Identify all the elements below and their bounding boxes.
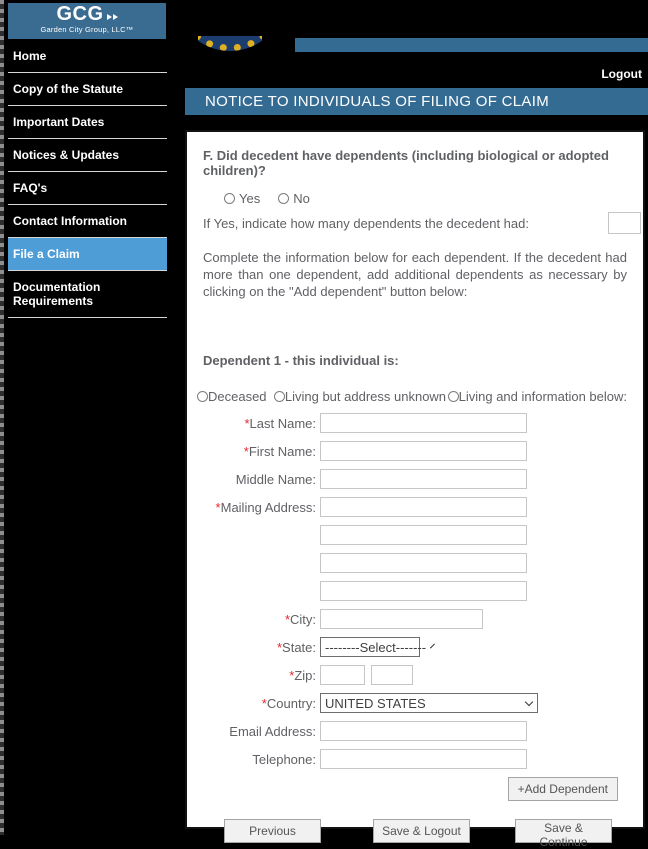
mailing-address-line-3-input[interactable] [320,553,527,573]
dependent-status-group [197,389,627,403]
mailing-address-row [203,497,627,517]
required-asterisk: * [215,499,221,515]
middle-name-label: Middle Name: [235,471,316,487]
middle-name-input[interactable] [320,469,527,489]
mailing-address-line-3-row [203,553,627,573]
mailing-address-line-2-input[interactable] [320,525,527,545]
telephone-row [203,749,627,769]
deceased-radio[interactable] [197,391,208,402]
sidebar-item-copy-of-the-statute[interactable]: Copy of the Statute [8,73,167,106]
zip-input-1[interactable] [320,665,365,685]
city-label: *City: [284,611,316,627]
middle-name-row [203,469,627,489]
yes-radio-label: Yes [239,190,261,206]
country-row [203,693,627,713]
dependent-fields [203,413,627,769]
dependents-yes-no-group [224,191,627,205]
city-input[interactable] [320,609,483,629]
required-asterisk: * [244,415,250,431]
instructions-text: Complete the information below for each dependent. If the decedent had more than one dependent, add additional dependents as necessary by clicking on the "Add dependent" button below: [203,250,627,299]
add-dependent-button[interactable]: +Add Dependent [508,777,618,801]
sidebar-item-contact-information[interactable]: Contact Information [8,205,167,238]
first-name-input[interactable] [320,441,527,461]
page-title-bar [185,88,648,115]
yes-radio[interactable] [224,193,235,204]
required-asterisk: * [243,443,249,459]
state-select-value: --------Select------- [325,639,427,655]
no-radio[interactable] [278,193,289,204]
telephone-input[interactable] [320,749,527,769]
sidebar-nav [8,40,167,318]
save-logout-button[interactable]: Save & Logout [373,819,470,843]
living-unknown-radio[interactable] [274,391,285,402]
last-name-label: *Last Name: [244,415,316,431]
claim-form-panel [185,130,645,849]
mailing-address-line-4-row [203,581,627,601]
email-input[interactable] [320,721,527,741]
dependent-count-prompt: If Yes, indicate how many dependents the decedent had: [203,215,529,231]
chevron-down-icon [430,644,435,649]
country-select[interactable] [320,693,538,713]
first-name-row [203,441,627,461]
mailing-address-line-1-input[interactable] [320,497,527,517]
gcg-logo-tagline: Garden City Group, LLC™ [40,25,134,34]
sidebar-item-faqs[interactable]: FAQ's [8,172,167,205]
email-label: Email Address: [229,723,316,739]
first-name-label: *First Name: [243,443,316,459]
save-continue-button[interactable]: Save & Continue [515,819,612,843]
form-action-buttons [203,819,627,849]
state-label: *State: [276,639,316,655]
seal-icon [198,36,262,53]
city-row [203,609,627,629]
page-edge-texture [0,0,4,835]
zip-row [203,665,627,685]
required-asterisk: * [284,611,290,627]
logout-link[interactable]: Logout [601,67,642,81]
email-row [203,721,627,741]
page-title: NOTICE TO INDIVIDUALS OF FILING OF CLAIM [205,93,549,110]
sidebar-item-home[interactable]: Home [8,40,167,73]
header-accent-bar [295,38,648,52]
last-name-input[interactable] [320,413,527,433]
zip-label: *Zip: [289,667,316,683]
zip-input-2[interactable] [371,665,413,685]
sidebar-item-file-a-claim[interactable]: File a Claim [8,238,167,271]
living-info-label: Living and information below: [458,388,627,404]
required-asterisk: * [289,667,295,683]
country-label: *Country: [261,695,316,711]
living-info-radio[interactable] [448,391,459,402]
deceased-label: Deceased [208,388,267,404]
required-asterisk: * [261,695,267,711]
question-f: F. Did decedent have dependents (including biological or adopted children)? [203,148,609,178]
telephone-label: Telephone: [252,751,316,767]
gcg-logo[interactable] [8,3,166,39]
state-row [203,637,627,657]
living-unknown-label: Living but address unknown [284,388,447,404]
required-asterisk: * [276,639,283,655]
dependent-count-input[interactable] [608,212,641,234]
dependent-heading: Dependent 1 - this individual is: [203,353,399,368]
gcg-logo-text: GCG [8,3,166,25]
country-select-value: UNITED STATES [325,695,426,711]
no-radio-label: No [293,190,310,206]
gcg-logo-mark-icon [106,4,118,25]
previous-button[interactable]: Previous [224,819,321,843]
sidebar-item-documentation-requirements[interactable]: Documentation Requirements [8,271,167,318]
sidebar-item-notices-updates[interactable]: Notices & Updates [8,139,167,172]
mailing-address-line-2-row [203,525,627,545]
state-select[interactable] [320,637,427,657]
last-name-row [203,413,627,433]
chevron-down-icon [525,698,533,706]
sidebar-item-important-dates[interactable]: Important Dates [8,106,167,139]
mailing-address-line-4-input[interactable] [320,581,527,601]
mailing-address-label: *Mailing Address: [215,499,316,515]
